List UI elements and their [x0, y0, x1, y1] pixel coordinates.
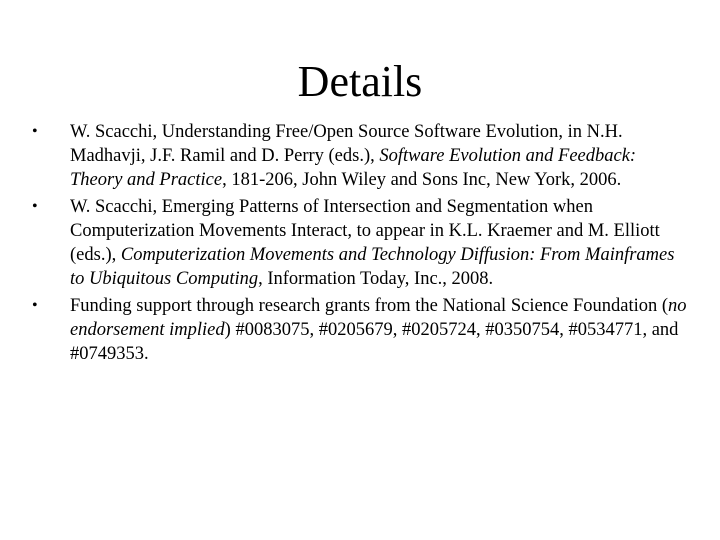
italic-text-run: no endorsement implied	[70, 296, 687, 340]
bullet-icon: •	[32, 123, 38, 140]
text-run: W. Scacchi, Emerging Patterns of Intersection and Segmentation when Computerization Movements Interact, to appear in K.L. Kraemer and M. Elliott (eds.),	[70, 197, 660, 265]
text-run: , 181-206, John Wiley and Sons Inc, New York, 2006.	[222, 170, 622, 190]
bullet-text	[70, 296, 687, 364]
bullet-list	[30, 120, 690, 369]
bullet-text	[70, 122, 636, 190]
bullet-icon: •	[32, 198, 38, 215]
bullet-text	[70, 197, 674, 289]
text-run: Funding support through research grants from the National Science Foundation (	[70, 296, 669, 316]
text-run: , Information Today, Inc., 2008.	[258, 269, 494, 289]
bullet-item-reference-2	[30, 195, 690, 291]
bullet-icon: •	[32, 297, 38, 314]
italic-text-run: Software Evolution and Feedback: Theory and Practice	[70, 146, 637, 190]
bullet-item-reference-1	[30, 120, 690, 192]
text-run: ) #0083075, #0205679, #0205724, #0350754, #0534771, and #0749353.	[70, 320, 679, 364]
bullet-item-funding	[30, 294, 690, 366]
slide-title: Details	[297, 57, 423, 106]
italic-text-run: Computerization Movements and Technology Diffusion: From Mainframes to Ubiquitous Computing	[70, 245, 675, 289]
text-run: W. Scacchi, Understanding Free/Open Source Software Evolution, in N.H. Madhavji, J.F. Ramil and D. Perry (eds.),	[70, 122, 623, 166]
